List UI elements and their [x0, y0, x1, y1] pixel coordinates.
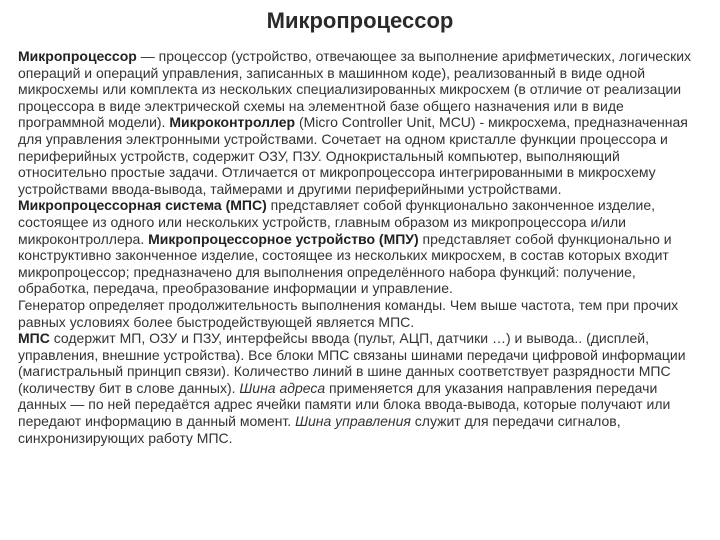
definition-text: Генератор определяет продолжительность выполнения команды. Чем выше частота, тем при прочих равных условиях более быстродействующей является МПС. [18, 296, 679, 330]
term-address-bus: Шина адреса [239, 379, 326, 396]
definition-text: представляет собой функционально законченное изделие, состоящее из одного или нескольких устройств, главным образом из микропроцессора и/или микроконтроллера. [18, 197, 656, 247]
definition-text: служит для передачи сигналов, синхронизирующих работу МПС. [18, 413, 621, 446]
term-mps: Микропроцессорная система (МПС) [18, 197, 267, 214]
definition-text: — процессор (устройство, отвечающее за выполнение арифметических, логических операций и операций управления, записанных в машинном коде), реализованный в виде одной микросхемы или комплекта из нескольких специализированных микросхем (в отличие от реализации процессора в виде электрической схемы на элементной базе общего назначения или в виде программной модели). [18, 48, 692, 131]
paragraph-mps-structure [18, 330, 708, 446]
term-control-bus: Шина управления [295, 413, 411, 430]
definition-text: (Micro Controller Unit, MCU) - микросхема, предназначенная для управления электронными устройствами. Сочетает на одном кристалле функции процессора и периферийных устройств, содержит ОЗУ, ПЗУ. Однокристальный компьютер, выполняющий относительно простые задачи. Отличается от микропроцессора интегрированными в микросхему устройствами ввода-вывода, таймерами и другими периферийными устройствами. [18, 114, 688, 197]
definition-text: представляет собой функционально и конструктивно законченное изделие, состоящее из нескольких микросхем, в состав которых входит микропроцессор; предназначено для выполнения определённого набора функций: получение, обработка, передача, преобразование информации и управление. [18, 230, 672, 297]
page-title: Микропроцессор [266, 8, 454, 33]
term-microprocessor: Микропроцессор [18, 48, 137, 64]
definition-text: содержит МП, ОЗУ и ПЗУ, интерфейсы ввода (пульт, АЦП, датчики …) и вывода.. (дисплей, управления, внешние устройства). Все блоки МПС связаны шинами передачи цифровой информации (магистральный принцип связи). Количество линий в шине данных соответствует разрядности МПС (количеству бит в слове данных). [18, 330, 686, 396]
paragraph-microprocessor [18, 48, 708, 197]
term-mpu: Микропроцессорное устройство (МПУ) [148, 230, 419, 247]
slide-body [18, 48, 708, 446]
definition-text: применяется для указания направления передачи данных — по ней передаётся адрес ячейки памяти или блока ввода-вывода, которые получают или передают информацию в данный момент. [18, 379, 671, 430]
paragraph-mps [18, 197, 708, 297]
term-mps-short: МПС [18, 330, 50, 347]
paragraph-generator [18, 297, 708, 330]
term-microcontroller: Микроконтроллер [169, 114, 296, 131]
